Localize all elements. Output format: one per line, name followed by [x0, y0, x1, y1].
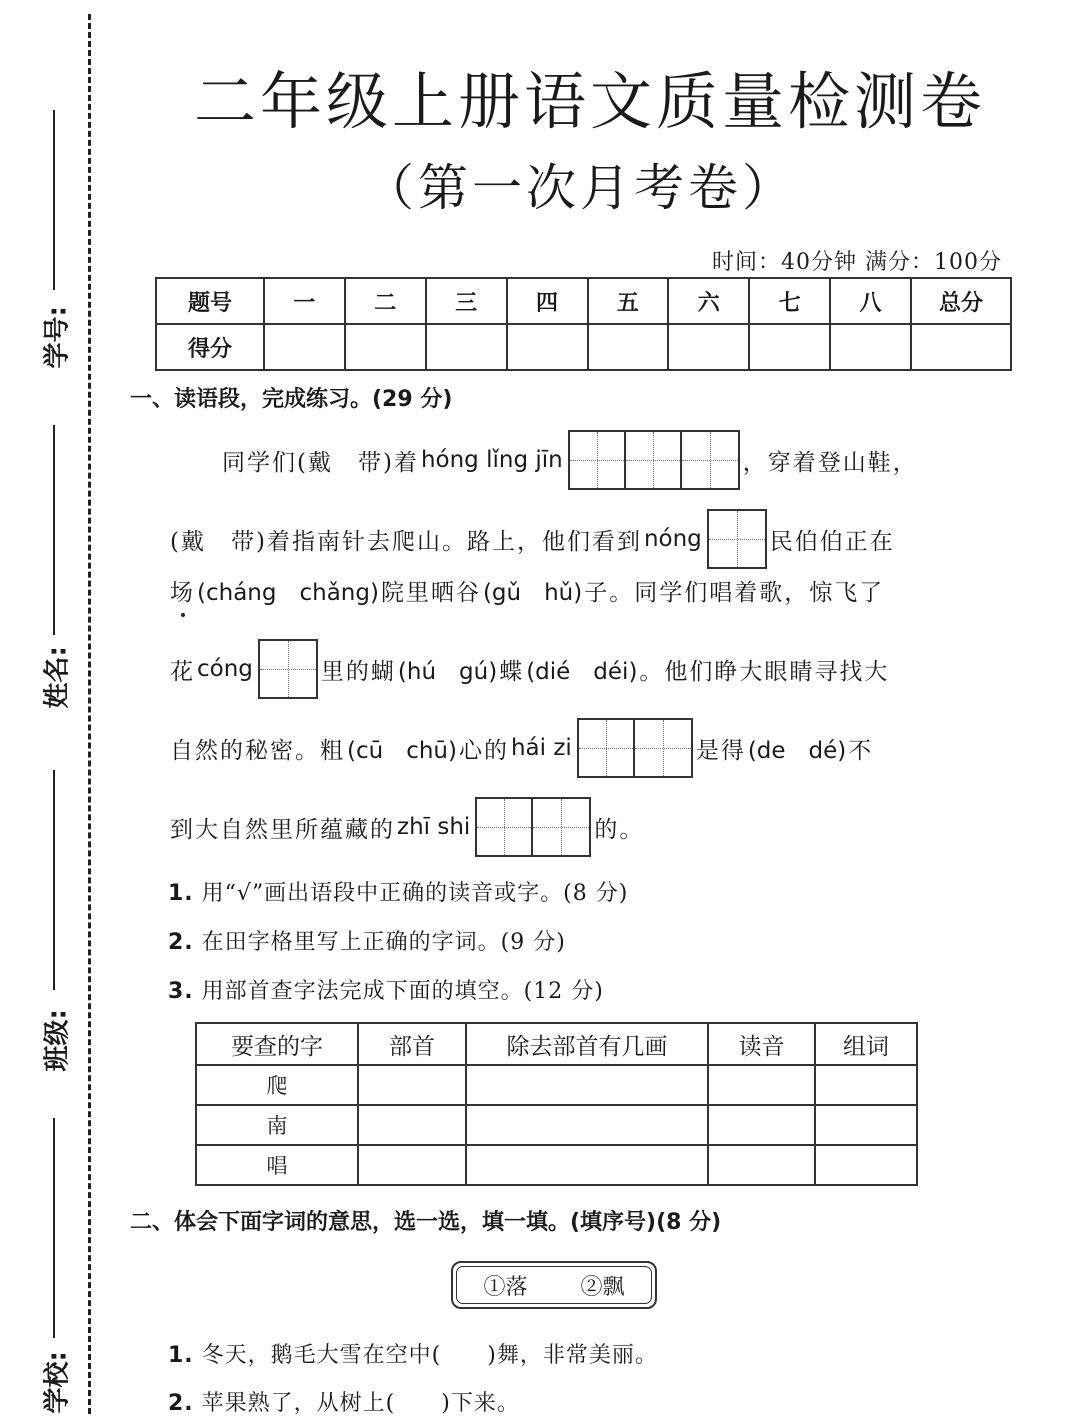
- lookup-char: 爬: [196, 1065, 358, 1105]
- lookup-answer-cell[interactable]: [815, 1105, 917, 1145]
- passage-text: 不: [848, 737, 874, 764]
- score-table-row-label: 题号: [156, 278, 264, 324]
- tianzige-3[interactable]: [568, 430, 740, 490]
- pinyin-options[interactable]: (hú gú): [397, 658, 498, 685]
- lookup-answer-cell[interactable]: [466, 1065, 708, 1105]
- lookup-header-strokes: 除去部首有几画: [466, 1023, 708, 1065]
- passage-text: 同学们(戴 带)着: [222, 449, 419, 476]
- pinyin-options[interactable]: (gǔ hǔ): [482, 580, 583, 606]
- question-2-1[interactable]: [168, 1338, 658, 1369]
- pinyin-cong: cóng: [197, 656, 253, 682]
- question-1-2: [168, 925, 566, 956]
- lookup-answer-cell[interactable]: [466, 1105, 708, 1145]
- score-cell[interactable]: [507, 324, 588, 370]
- score-table-score-row: [156, 324, 1011, 370]
- lookup-char: 唱: [196, 1145, 358, 1185]
- class-line: [53, 770, 55, 990]
- score-col-8: 八: [830, 278, 911, 324]
- score-col-6: 六: [668, 278, 749, 324]
- word-choice-inner: [456, 1266, 652, 1304]
- student-no-field[interactable]: [40, 110, 73, 390]
- lookup-header-reading: 读音: [708, 1023, 815, 1065]
- lookup-char: 南: [196, 1105, 358, 1145]
- lookup-answer-cell[interactable]: [708, 1145, 815, 1185]
- passage-text: ，穿着登山鞋，: [742, 449, 918, 476]
- passage-text: 心的: [458, 737, 509, 764]
- school-label: 学校:: [42, 1351, 73, 1414]
- passage-text: 。他们睁大眼睛寻找大: [639, 658, 890, 685]
- lookup-header-row: [196, 1023, 917, 1065]
- pinyin-options[interactable]: (de dé): [747, 737, 847, 764]
- question-number: 3.: [168, 979, 194, 1004]
- lookup-header-radical: 部首: [358, 1023, 466, 1065]
- passage-text: 里的蝴: [320, 658, 396, 685]
- student-no-label: 学号:: [42, 306, 73, 369]
- pinyin-hongling: hóng lǐng jīn: [420, 447, 563, 473]
- lookup-header-word: 组词: [815, 1023, 917, 1065]
- score-col-total: 总分: [911, 278, 1011, 324]
- class-field[interactable]: [40, 770, 73, 1080]
- score-cell[interactable]: [830, 324, 911, 370]
- passage-text: 自然的秘密。粗: [170, 737, 345, 764]
- score-cell[interactable]: [749, 324, 830, 370]
- word-choice-box: [451, 1261, 657, 1309]
- question-1-3: [168, 974, 604, 1005]
- score-cell[interactable]: [264, 324, 345, 370]
- question-number: 1.: [168, 1343, 194, 1368]
- lookup-answer-cell[interactable]: [708, 1105, 815, 1145]
- binding-dashed-line: [88, 14, 91, 1414]
- score-col-4: 四: [507, 278, 588, 324]
- section-2-heading: 二、体会下面字词的意思，选一选，填一填。(填序号)(8 分): [130, 1210, 722, 1235]
- lookup-header-char: 要查的字: [196, 1023, 358, 1065]
- student-no-line: [53, 110, 55, 290]
- tianzige-1[interactable]: [707, 509, 767, 569]
- pinyin-options[interactable]: (dié déi): [526, 658, 638, 685]
- pinyin-options[interactable]: (cū chū): [347, 737, 457, 764]
- score-cell-total[interactable]: [911, 324, 1011, 370]
- page-title: 二年级上册语文质量检测卷: [193, 65, 986, 138]
- score-table-score-label: 得分: [156, 324, 264, 370]
- lookup-row: [196, 1065, 917, 1105]
- section-1-heading: 一、读语段，完成练习。(29 分): [130, 387, 453, 412]
- radical-lookup-table: [195, 1022, 918, 1186]
- pinyin-haizi: hái zi: [510, 735, 572, 761]
- passage-text: 民伯伯正在: [769, 528, 895, 555]
- passage-line-5: [170, 718, 873, 778]
- lookup-answer-cell[interactable]: [815, 1065, 917, 1105]
- score-col-2: 二: [345, 278, 426, 324]
- passage-text-dotted: 场: [170, 574, 195, 607]
- score-table-header-row: [156, 278, 1011, 324]
- passage-text: (戴 带)着指南针去爬山。路上，他们看到: [170, 528, 642, 555]
- lookup-answer-cell[interactable]: [815, 1145, 917, 1185]
- question-number: 1.: [168, 881, 194, 906]
- lookup-answer-cell[interactable]: [358, 1065, 466, 1105]
- passage-text: 院里晒谷: [380, 580, 481, 606]
- class-label: 班级:: [42, 1009, 73, 1072]
- question-1-1: [168, 876, 628, 907]
- passage-text: 到大自然里所蕴藏的: [170, 816, 395, 843]
- tianzige-1[interactable]: [258, 639, 318, 699]
- school-field[interactable]: [40, 1118, 73, 1417]
- score-col-7: 七: [749, 278, 830, 324]
- name-line: [53, 425, 55, 635]
- choice-option-1: ①落: [483, 1274, 528, 1300]
- tianzige-2[interactable]: [577, 718, 693, 778]
- school-line: [53, 1118, 55, 1338]
- lookup-answer-cell[interactable]: [708, 1065, 815, 1105]
- passage-text: 蝶: [499, 658, 525, 685]
- question-text: 用部首查字法完成下面的填空。(12 分): [201, 979, 604, 1004]
- pinyin-options[interactable]: (cháng chǎng): [197, 580, 379, 606]
- question-text: 苹果熟了，从树上( )下来。: [201, 1391, 520, 1416]
- question-2-2[interactable]: [168, 1386, 520, 1417]
- lookup-answer-cell[interactable]: [466, 1145, 708, 1185]
- name-field[interactable]: [40, 425, 73, 725]
- passage-text: 子。同学们唱着歌，惊飞了: [584, 580, 885, 606]
- lookup-answer-cell[interactable]: [358, 1145, 466, 1185]
- passage-line-3: [170, 574, 884, 607]
- question-text: 用“√”画出语段中正确的读音或字。(8 分): [201, 881, 629, 906]
- score-cell[interactable]: [588, 324, 669, 370]
- choice-option-2: ②飘: [580, 1274, 625, 1300]
- score-cell[interactable]: [668, 324, 749, 370]
- pinyin-zhishi: zhī shi: [397, 814, 471, 840]
- passage-line-4: [170, 639, 889, 699]
- question-number: 2.: [168, 930, 194, 955]
- question-number: 2.: [168, 1391, 194, 1416]
- lookup-row: [196, 1145, 917, 1185]
- tianzige-2[interactable]: [475, 797, 591, 857]
- score-cell[interactable]: [426, 324, 507, 370]
- passage-line-6: [170, 797, 644, 857]
- passage-text: 的。: [594, 816, 645, 843]
- question-text: 在田字格里写上正确的字词。(9 分): [201, 930, 566, 955]
- lookup-answer-cell[interactable]: [358, 1105, 466, 1145]
- passage-line-2: [170, 509, 895, 569]
- passage-text: 是得: [695, 737, 746, 764]
- question-text: 冬天，鹅毛大雪在空中( )舞，非常美丽。: [201, 1343, 658, 1368]
- score-cell[interactable]: [345, 324, 426, 370]
- score-col-5: 五: [588, 278, 669, 324]
- page-subtitle: （第一次月考卷）: [364, 159, 796, 217]
- score-col-3: 三: [426, 278, 507, 324]
- passage-text: 花: [170, 658, 195, 685]
- lookup-row: [196, 1105, 917, 1145]
- score-col-1: 一: [264, 278, 345, 324]
- passage-line-1: [222, 430, 918, 490]
- name-label: 姓名:: [42, 646, 73, 709]
- exam-meta: 时间：40分钟 满分：100分: [712, 250, 1002, 275]
- pinyin-nong: nóng: [643, 526, 702, 552]
- score-table: [155, 277, 1012, 371]
